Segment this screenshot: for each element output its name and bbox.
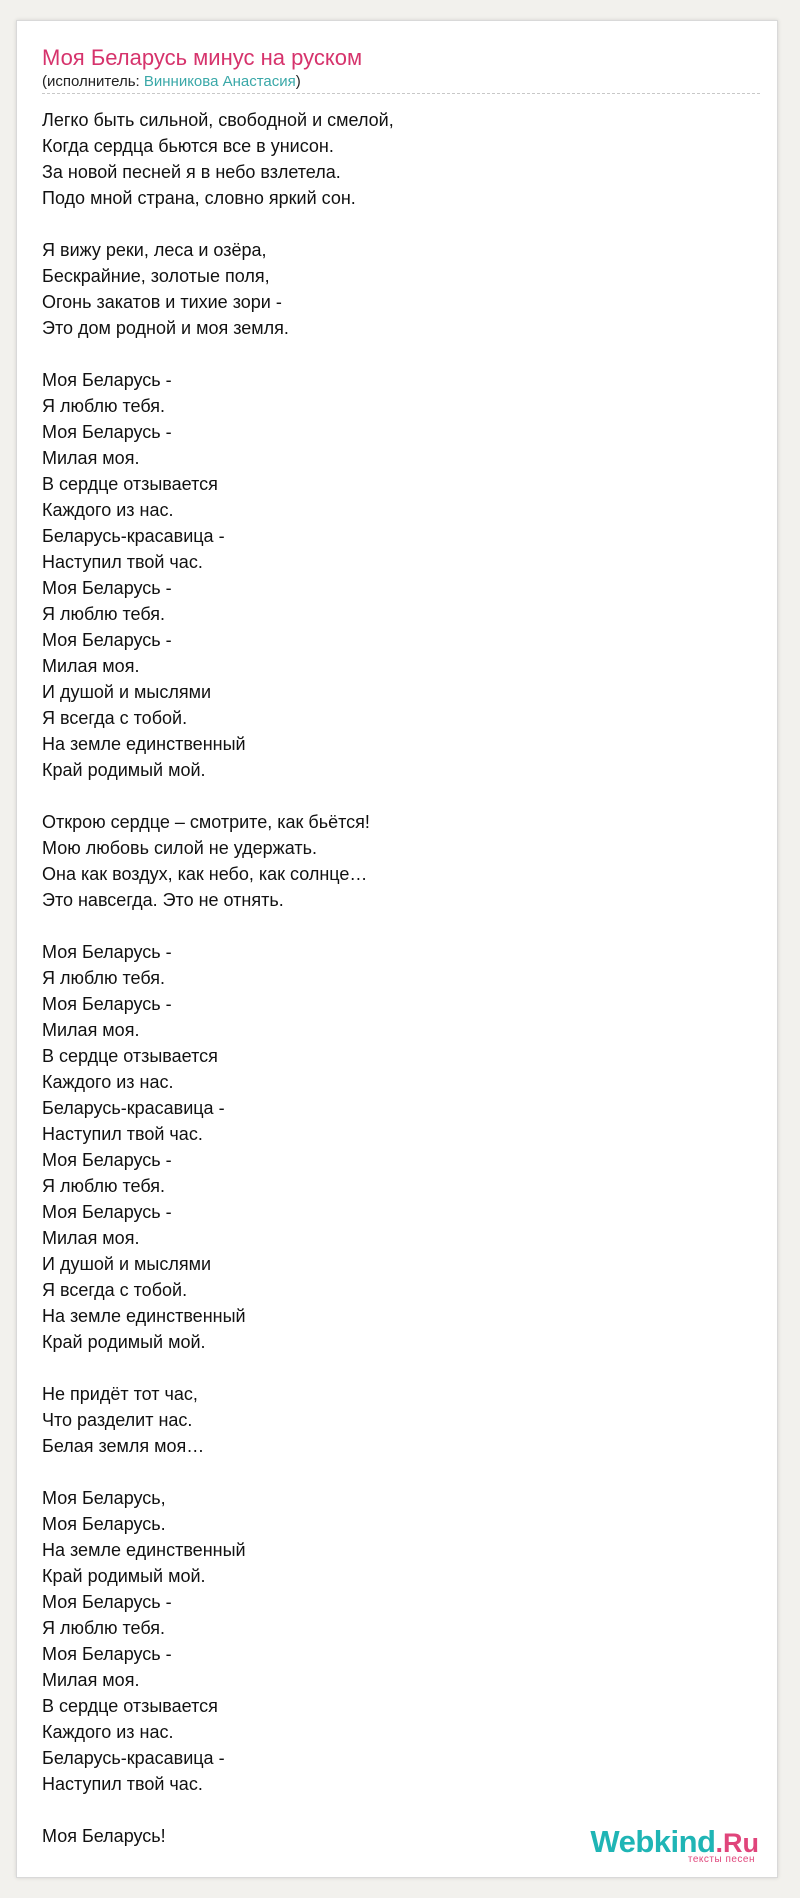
lyrics-line: Край родимый мой. [42, 1332, 206, 1352]
lyrics-line: Я всегда с тобой. [42, 1280, 188, 1300]
lyrics-line: В сердце отзывается [42, 1696, 218, 1716]
lyrics-line: Каждого из нас. [42, 1722, 174, 1742]
lyrics-stanza [42, 107, 742, 211]
lyrics-line: Я люблю тебя. [42, 604, 166, 624]
lyrics-line: Я люблю тебя. [42, 1618, 166, 1638]
lyrics-line: Наступил твой час. [42, 552, 203, 572]
lyrics-line: Моя Беларусь - [42, 1644, 172, 1664]
lyrics-line: Это навсегда. Это не отнять. [42, 890, 284, 910]
lyrics-line: На земле единственный [42, 1306, 246, 1326]
lyrics-line: Моя Беларусь - [42, 578, 172, 598]
lyrics-line: Милая моя. [42, 1670, 140, 1690]
artist-prefix: (исполнитель: [42, 73, 144, 90]
lyrics-line: На земле единственный [42, 1540, 246, 1560]
lyrics-line: Мою любовь силой не удержать. [42, 838, 317, 858]
lyrics-stanza [42, 939, 742, 1355]
lyrics-stanza [42, 809, 742, 913]
logo-tagline: тексты песен [687, 1854, 755, 1865]
lyrics-line: И душой и мыслями [42, 682, 211, 702]
artist-suffix: ) [295, 73, 301, 90]
lyrics-line: Беларусь-красавица - [42, 526, 225, 546]
lyrics-line: Я вижу реки, леса и озёра, [42, 240, 267, 260]
lyrics-line: Каждого из нас. [42, 500, 174, 520]
lyrics-line: Моя Беларусь - [42, 1202, 172, 1222]
page-title: Моя Беларусь минус на руском [42, 45, 363, 70]
lyrics-text [42, 107, 742, 1875]
lyrics-line: Моя Беларусь - [42, 942, 172, 962]
lyrics-line: Моя Беларусь - [42, 422, 172, 442]
lyrics-line: Я люблю тебя. [42, 1176, 166, 1196]
lyrics-line: Милая моя. [42, 656, 140, 676]
lyrics-line: Край родимый мой. [42, 1566, 206, 1586]
lyrics-line: Огонь закатов и тихие зори - [42, 292, 282, 312]
lyrics-line: Моя Беларусь - [42, 1592, 172, 1612]
lyrics-line: Моя Беларусь - [42, 370, 172, 390]
lyrics-card [16, 20, 778, 1878]
lyrics-stanza [42, 237, 742, 341]
lyrics-line: Я люблю тебя. [42, 968, 166, 988]
logo-tld-text: .Ru [715, 1828, 759, 1858]
lyrics-line: Это дом родной и моя земля. [42, 318, 289, 338]
lyrics-line: Подо мной страна, словно яркий сон. [42, 188, 356, 208]
lyrics-line: Милая моя. [42, 1228, 140, 1248]
lyrics-line: Беларусь-красавица - [42, 1748, 225, 1768]
lyrics-line: Бескрайние, золотые поля, [42, 266, 270, 286]
lyrics-line: Милая моя. [42, 448, 140, 468]
lyrics-line: На земле единственный [42, 734, 246, 754]
lyrics-line: Моя Беларусь - [42, 994, 172, 1014]
header-divider [42, 93, 760, 94]
lyrics-line: Край родимый мой. [42, 760, 206, 780]
lyrics-line: Каждого из нас. [42, 1072, 174, 1092]
lyrics-line: В сердце отзывается [42, 474, 218, 494]
lyrics-line: Открою сердце – смотрите, как бьётся! [42, 812, 370, 832]
lyrics-stanza [42, 367, 742, 783]
lyrics-line: Моя Беларусь - [42, 630, 172, 650]
lyrics-line: Не придёт тот час, [42, 1384, 198, 1404]
lyrics-line: Легко быть сильной, свободной и смелой, [42, 110, 394, 130]
lyrics-line: Милая моя. [42, 1020, 140, 1040]
lyrics-stanza [42, 1485, 742, 1797]
lyrics-line: Что разделит нас. [42, 1410, 193, 1430]
logo-main-text: Webkind [590, 1824, 716, 1859]
lyrics-line: Моя Беларусь, [42, 1488, 166, 1508]
lyrics-line: И душой и мыслями [42, 1254, 211, 1274]
lyrics-line: Я люблю тебя. [42, 396, 166, 416]
webkind-logo[interactable] [590, 1824, 759, 1865]
lyrics-line: За новой песней я в небо взлетела. [42, 162, 341, 182]
lyrics-line: Я всегда с тобой. [42, 708, 188, 728]
artist-link[interactable]: Винникова Анастасия [143, 73, 296, 90]
lyrics-line: Наступил твой час. [42, 1774, 203, 1794]
lyrics-line: Моя Беларусь. [42, 1514, 166, 1534]
lyrics-line: Белая земля моя… [42, 1436, 205, 1456]
lyrics-line: В сердце отзывается [42, 1046, 218, 1066]
lyrics-line: Наступил твой час. [42, 1124, 203, 1144]
lyrics-line: Когда сердца бьются все в унисон. [42, 136, 334, 156]
lyrics-stanza [42, 1381, 742, 1459]
lyrics-line: Она как воздух, как небо, как солнце… [42, 864, 368, 884]
lyrics-line: Беларусь-красавица - [42, 1098, 225, 1118]
lyrics-line: Моя Беларусь - [42, 1150, 172, 1170]
artist-line [42, 73, 301, 90]
lyrics-line: Моя Беларусь! [42, 1826, 166, 1846]
